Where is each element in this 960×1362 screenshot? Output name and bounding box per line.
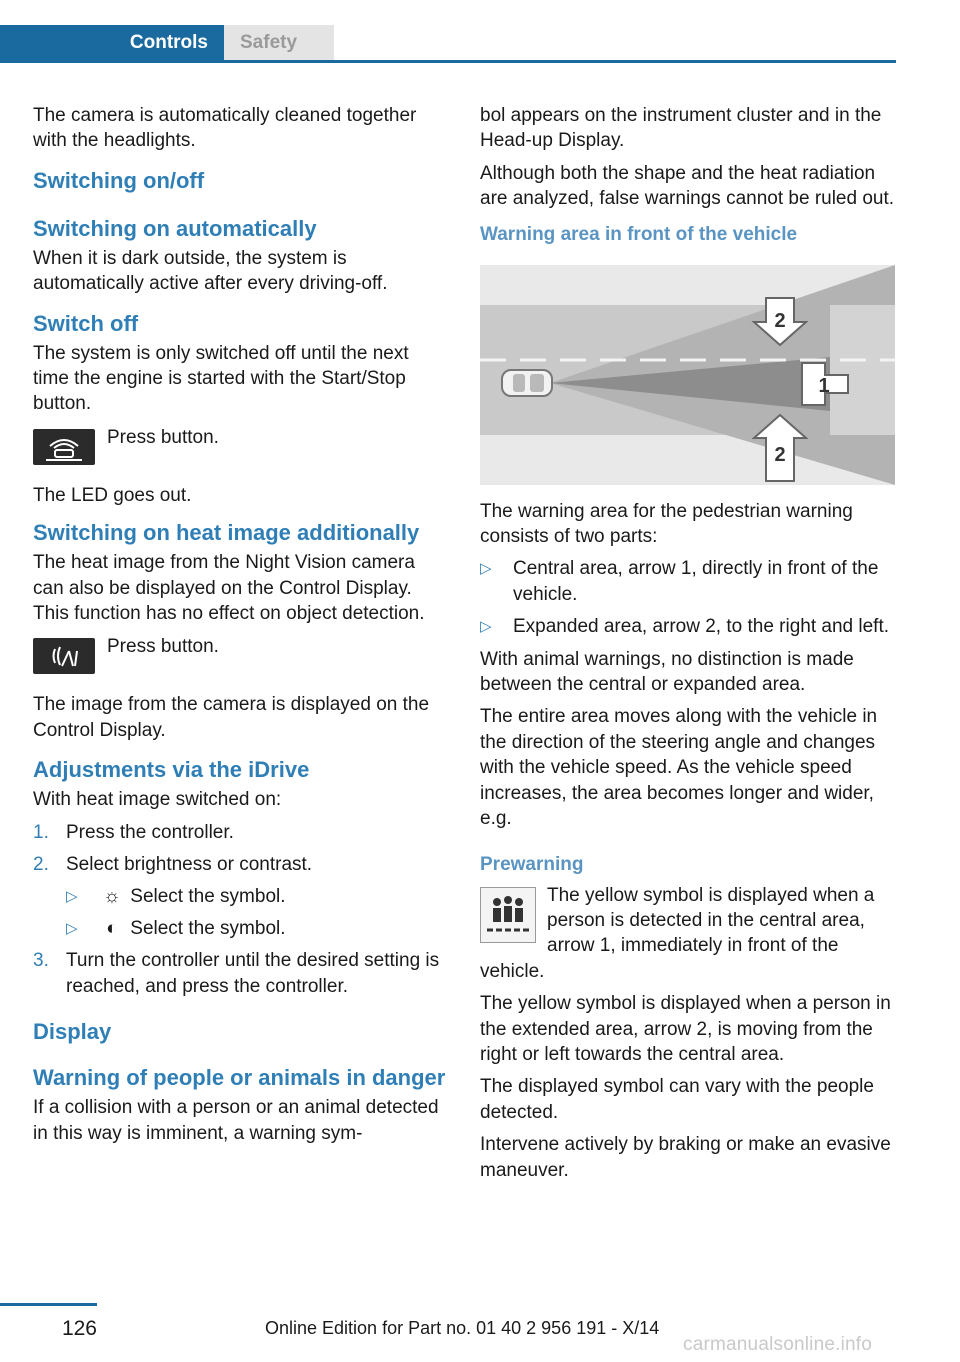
paragraph-symbol-vary: The displayed symbol can vary with the people detected. bbox=[480, 1076, 874, 1123]
list-item bbox=[480, 614, 895, 639]
arrow-label-top: 2 bbox=[774, 309, 786, 332]
substeps-list bbox=[66, 884, 448, 942]
press-button-label-1: Press button. bbox=[107, 426, 219, 448]
list-item bbox=[33, 852, 448, 941]
heat-image-button-icon bbox=[33, 638, 95, 674]
bullet-triangle-icon: ▷ bbox=[66, 887, 78, 905]
heading-switching-on-automatically: Switching on automatically bbox=[33, 215, 317, 241]
tab-controls[interactable]: Controls bbox=[0, 25, 224, 60]
heading-display: Display bbox=[33, 1019, 112, 1045]
step-text: Turn the controller until the desired setting is reached, and press the controller. bbox=[66, 950, 440, 997]
step-number: 1. bbox=[33, 821, 49, 843]
warning-area-bullets bbox=[480, 556, 895, 639]
substep-text: Select the symbol. bbox=[130, 885, 286, 907]
paragraph-camera-cleaning: The camera is automatically cleaned together with the headlights. bbox=[33, 105, 417, 152]
paragraph-false-warnings: Although both the shape and the heat radiation are analyzed, false warnings cannot be ruled out. bbox=[480, 162, 895, 210]
heading-prewarning: Prewarning bbox=[480, 853, 584, 875]
paragraph-yellow-extended: The yellow symbol is displayed when a person in the extended area, arrow 2, is moving from the right or left towards the central area. bbox=[480, 993, 891, 1065]
heading-warning-area: Warning area in front of the vehicle bbox=[480, 223, 798, 245]
step-text: Select brightness or contrast. bbox=[66, 854, 313, 876]
substep-text: Select the symbol. bbox=[130, 917, 286, 939]
heading-switch-off: Switch off bbox=[33, 310, 139, 336]
paragraph-led-out: The LED goes out. bbox=[33, 484, 192, 506]
page-number: 126 bbox=[61, 1317, 97, 1340]
bullet-text: Expanded area, arrow 2, to the right and left. bbox=[513, 616, 890, 638]
paragraph-intervene: Intervene actively by braking or make an evasive maneuver. bbox=[480, 1134, 891, 1181]
list-item bbox=[33, 948, 448, 999]
paragraph-yellow-central: The yellow symbol is displayed when a person is detected in the central area, arrow 1, immediately in front of the vehicle. bbox=[480, 884, 875, 982]
tab-safety[interactable]: Safety bbox=[224, 25, 334, 60]
press-button-label-2: Press button. bbox=[107, 636, 219, 658]
paragraph-animal-warnings: With animal warnings, no distinction is made between the central or expanded area. bbox=[480, 648, 854, 696]
press-button-row-2 bbox=[33, 634, 448, 682]
left-column bbox=[33, 103, 448, 1153]
heading-heat-image: Switching on heat image additionally bbox=[33, 520, 420, 546]
bullet-text: Central area, arrow 1, directly in front of the vehicle. bbox=[513, 558, 879, 605]
brightness-icon: ☼ bbox=[103, 885, 121, 907]
step-number: 3. bbox=[33, 950, 49, 972]
heading-warning-people-animals: Warning of people or animals in danger bbox=[33, 1065, 446, 1091]
right-column bbox=[480, 103, 895, 1190]
list-item bbox=[33, 820, 448, 845]
paragraph-switch-off: The system is only switched off until the next time the engine is started with the Start/Stop button. bbox=[33, 342, 409, 415]
pedestrian-warning-icon bbox=[480, 887, 536, 943]
list-item bbox=[66, 916, 448, 941]
steps-list bbox=[33, 820, 448, 999]
step-text: Press the controller. bbox=[66, 821, 234, 843]
list-item bbox=[480, 556, 895, 607]
paragraph-image-displayed: The image from the camera is displayed on the Control Display. bbox=[33, 694, 430, 741]
watermark: carmanualsonline.info bbox=[683, 1334, 873, 1355]
night-vision-button-icon bbox=[33, 429, 95, 465]
paragraph-warning-symbol-cont: bol appears on the instrument cluster and in the Head-up Display. bbox=[480, 105, 882, 152]
contrast-icon: ◐ bbox=[106, 917, 118, 939]
step-number: 2. bbox=[33, 854, 49, 876]
heading-switching-on-off: Switching on/off bbox=[33, 167, 205, 193]
bullet-triangle-icon: ▷ bbox=[66, 919, 78, 937]
warning-area-diagram bbox=[480, 265, 895, 485]
paragraph-heat-switched-on: With heat image switched on: bbox=[33, 789, 282, 811]
edition-note: Online Edition for Part no. 01 40 2 956 191 - X/14 bbox=[265, 1318, 660, 1338]
section-tabs bbox=[0, 25, 896, 63]
paragraph-warning-imminent: If a collision with a person or an animal detected in this way is imminent, a warning sym- bbox=[33, 1097, 439, 1144]
heading-adjustments-idrive: Adjustments via the iDrive bbox=[33, 757, 310, 783]
bullet-triangle-icon: ▷ bbox=[480, 560, 492, 578]
prewarning-block bbox=[480, 883, 895, 985]
footer-rule bbox=[0, 1303, 97, 1306]
bullet-triangle-icon: ▷ bbox=[480, 618, 492, 636]
paragraph-heat-image: The heat image from the Night Vision camera can also be displayed on the Control Display. This function has no effect on object detection. bbox=[33, 552, 425, 625]
arrow-label-middle: 1 bbox=[818, 374, 830, 397]
paragraph-entire-area: The entire area moves along with the vehicle in the direction of the steering angle and changes with the vehicle speed. As the vehicle speed increases, the area becomes longer and wider, e.g. bbox=[480, 706, 878, 830]
paragraph-two-parts: The warning area for the pedestrian warning consists of two parts: bbox=[480, 500, 853, 548]
arrow-label-bottom: 2 bbox=[774, 443, 786, 466]
list-item bbox=[66, 884, 448, 909]
press-button-row-1 bbox=[33, 425, 448, 473]
paragraph-auto-active: When it is dark outside, the system is automatically active after every driving-off. bbox=[33, 247, 388, 295]
